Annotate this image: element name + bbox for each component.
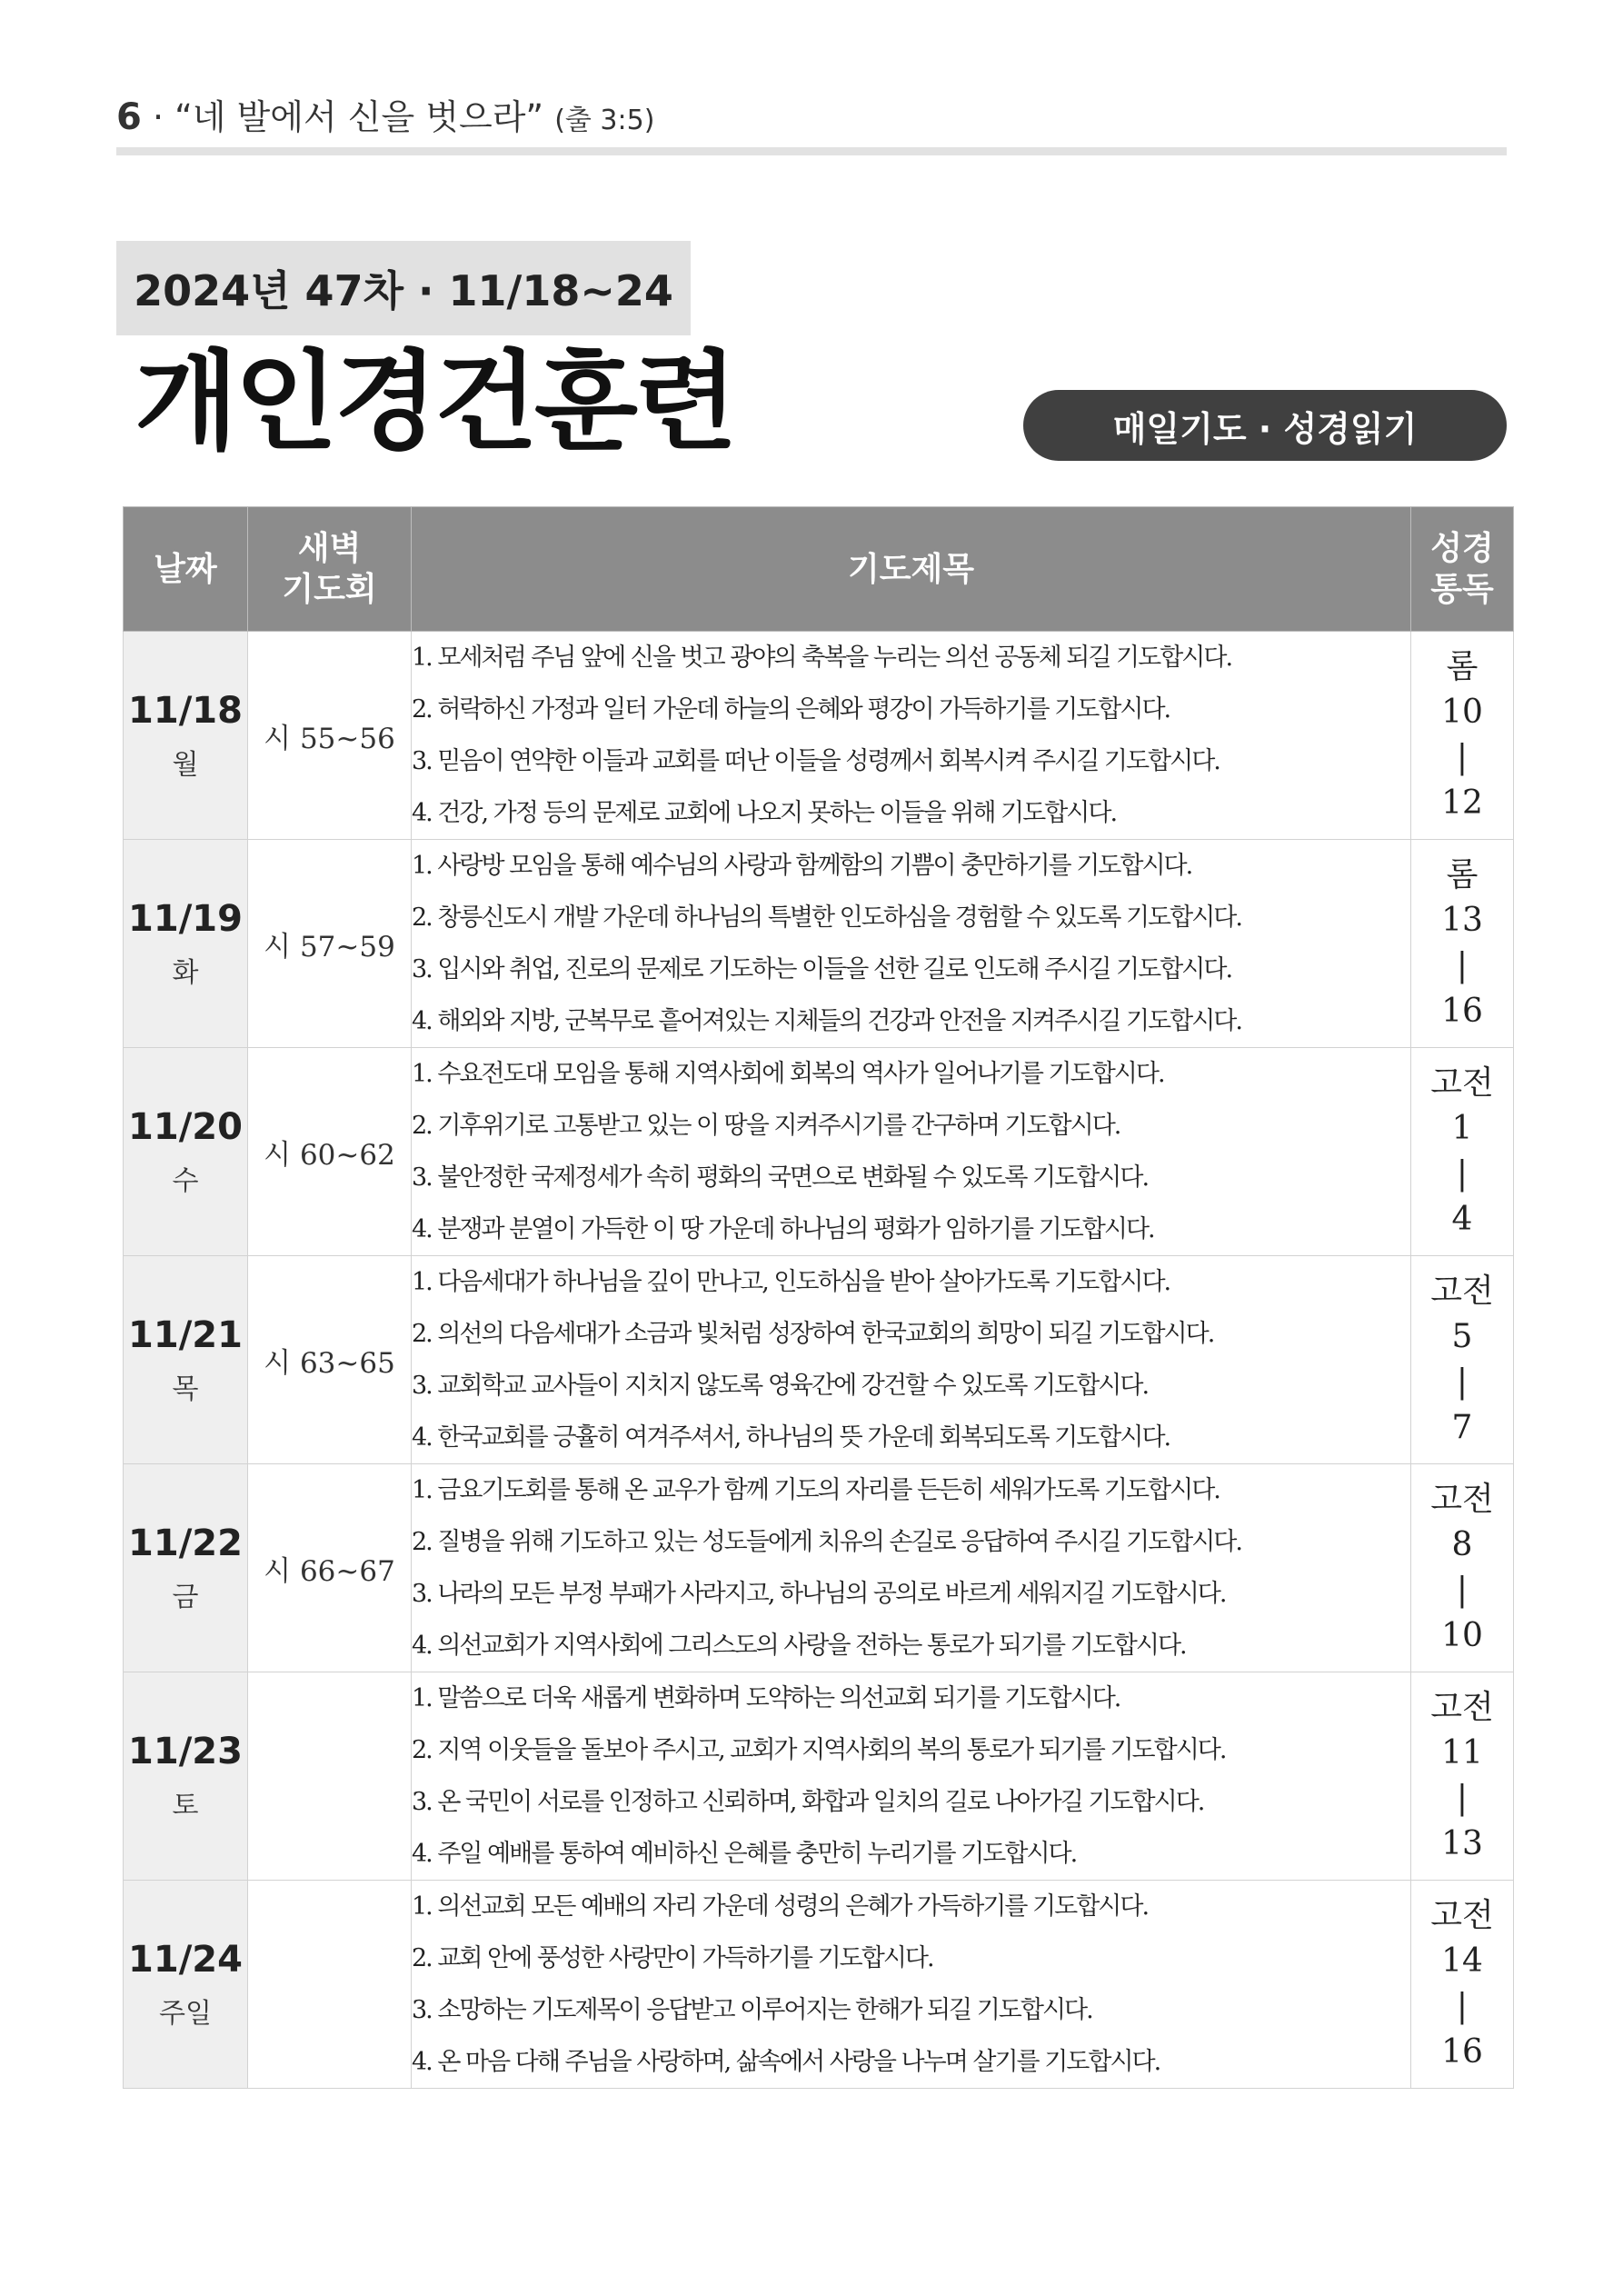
bible-range-separator: | xyxy=(1456,739,1469,776)
date-cell xyxy=(124,632,248,840)
bible-range-separator: | xyxy=(1456,1155,1469,1193)
dawn-prayer-cell xyxy=(248,1672,412,1881)
dawn-prayer-cell xyxy=(248,1256,412,1464)
page-number: 6 xyxy=(116,96,142,138)
weekday-value: 월 xyxy=(172,749,199,781)
prayer-topic: 2. 지역 이웃들을 돌보아 주시고, 교회가 지역사회의 복의 통로가 되기를 기도합시다. xyxy=(412,1736,1226,1764)
bible-book: 롬 xyxy=(1446,648,1479,685)
bible-chapter-to: 12 xyxy=(1441,784,1483,822)
bible-range-separator: | xyxy=(1456,947,1469,984)
bible-range-separator: | xyxy=(1456,1363,1469,1401)
weekday-value: 주일 xyxy=(159,1998,212,2030)
weekday-value: 목 xyxy=(172,1373,199,1405)
header-prayer-topics: 기도제목 xyxy=(412,507,1411,632)
prayer-topic: 3. 불안정한 국제정세가 속히 평화의 국면으로 변화될 수 있도록 기도합시다. xyxy=(412,1163,1149,1192)
dawn-prayer-cell xyxy=(248,840,412,1048)
prayer-topic: 4. 분쟁과 분열이 가득한 이 땅 가운데 하나님의 평화가 임하기를 기도합시다. xyxy=(412,1215,1154,1243)
prayer-topic: 1. 사랑방 모임을 통해 예수님의 사랑과 함께함의 기쁨이 충만하기를 기도합시다. xyxy=(412,852,1192,880)
bible-reading-cell xyxy=(1411,1048,1514,1256)
table-row xyxy=(124,632,1514,840)
prayer-topic: 4. 의선교회가 지역사회에 그리스도의 사랑을 전하는 통로가 되기를 기도합시다. xyxy=(412,1632,1186,1660)
dawn-prayer-cell xyxy=(248,1464,412,1672)
table-row xyxy=(124,1672,1514,1881)
bible-reading-cell xyxy=(1411,1256,1514,1464)
bible-chapter-from: 8 xyxy=(1451,1526,1473,1563)
table-row xyxy=(124,1048,1514,1256)
date-cell xyxy=(124,1048,248,1256)
dawn-prayer-cell xyxy=(248,1881,412,2089)
bible-chapter-from: 11 xyxy=(1441,1734,1483,1772)
prayer-topics-cell xyxy=(412,1672,1411,1881)
date-value: 11/24 xyxy=(128,1939,243,1981)
header-reference: (출 3:5) xyxy=(554,105,655,136)
header-bible-line1: 성경 xyxy=(1430,530,1494,567)
table-row xyxy=(124,1881,1514,2089)
date-cell xyxy=(124,1256,248,1464)
header-separator: · xyxy=(152,97,164,137)
prayer-topics-cell xyxy=(412,840,1411,1048)
prayer-topic: 2. 허락하신 가정과 일터 가운데 하늘의 은혜와 평강이 가득하기를 기도합시다. xyxy=(412,695,1170,724)
prayer-topic: 2. 창릉신도시 개발 가운데 하나님의 특별한 인도하심을 경험할 수 있도록 기도합시다. xyxy=(412,903,1241,932)
prayer-topic: 3. 입시와 취업, 진로의 문제로 기도하는 이들을 선한 길로 인도해 주시길 기도합시다. xyxy=(412,955,1232,983)
date-value: 11/21 xyxy=(128,1314,243,1356)
bible-book: 고전 xyxy=(1430,1481,1494,1518)
bible-reading-cell xyxy=(1411,840,1514,1048)
table-row xyxy=(124,1256,1514,1464)
bible-chapter-from: 1 xyxy=(1451,1110,1473,1147)
bible-chapter-from: 5 xyxy=(1451,1318,1473,1355)
dawn-psalm-range: 시 55~56 xyxy=(264,722,395,755)
header-date: 날짜 xyxy=(124,507,248,632)
bible-range-separator: | xyxy=(1456,1572,1469,1609)
header-quote: “네 발에서 신을 벗으라” xyxy=(174,97,544,137)
weekday-value: 금 xyxy=(172,1582,199,1613)
bible-chapter-to: 10 xyxy=(1441,1617,1483,1654)
prayer-topic: 4. 한국교회를 긍휼히 여겨주셔서, 하나님의 뜻 가운데 회복되도록 기도합시다. xyxy=(412,1423,1170,1452)
prayer-topic: 4. 온 마음 다해 주님을 사랑하며, 삶속에서 사랑을 나누며 살기를 기도합시다. xyxy=(412,2048,1160,2076)
page-header xyxy=(116,89,654,139)
prayer-topic: 4. 해외와 지방, 군복무로 흩어져있는 지체들의 건강과 안전을 지켜주시길 기도합시다. xyxy=(412,1007,1241,1035)
bible-reading-cell xyxy=(1411,1672,1514,1881)
prayer-topic: 3. 믿음이 연약한 이들과 교회를 떠난 이들을 성령께서 회복시켜 주시길 기도합시다. xyxy=(412,747,1220,775)
weekday-value: 토 xyxy=(172,1790,199,1822)
bible-chapter-from: 14 xyxy=(1441,1942,1483,1980)
prayer-topics-cell xyxy=(412,1881,1411,2089)
table-row xyxy=(124,840,1514,1048)
dawn-prayer-cell xyxy=(248,1048,412,1256)
prayer-topic: 4. 주일 예배를 통하여 예비하신 은혜를 충만히 누리기를 기도합시다. xyxy=(412,1840,1077,1868)
prayer-topic: 1. 다음세대가 하나님을 깊이 만나고, 인도하심을 받아 살아가도록 기도합시다. xyxy=(412,1268,1170,1296)
prayer-topic: 3. 소망하는 기도제목이 응답받고 이루어지는 한해가 되길 기도합시다. xyxy=(412,1996,1092,2024)
prayer-topic: 2. 기후위기로 고통받고 있는 이 땅을 지켜주시기를 간구하며 기도합시다. xyxy=(412,1112,1120,1140)
bible-reading-cell xyxy=(1411,1464,1514,1672)
bible-chapter-to: 4 xyxy=(1451,1201,1473,1238)
date-cell xyxy=(124,1464,248,1672)
date-value: 11/23 xyxy=(128,1731,243,1772)
dawn-psalm-range: 시 66~67 xyxy=(264,1554,395,1588)
bible-book: 롬 xyxy=(1446,856,1479,893)
bible-book: 고전 xyxy=(1430,1273,1494,1310)
table-header-row xyxy=(124,507,1514,632)
bible-chapter-to: 16 xyxy=(1441,2033,1483,2071)
bible-book: 고전 xyxy=(1430,1064,1494,1102)
prayer-topic: 3. 교회학교 교사들이 지치지 않도록 영육간에 강건할 수 있도록 기도합시다. xyxy=(412,1372,1149,1400)
prayer-topic: 1. 수요전도대 모임을 통해 지역사회에 회복의 역사가 일어나기를 기도합시다. xyxy=(412,1060,1164,1088)
prayer-topics-cell xyxy=(412,632,1411,840)
prayer-topic: 3. 나라의 모든 부정 부패가 사라지고, 하나님의 공의로 바르게 세워지길 기도합시다. xyxy=(412,1580,1226,1608)
bible-chapter-to: 13 xyxy=(1441,1825,1483,1862)
bible-chapter-from: 10 xyxy=(1441,694,1483,731)
date-value: 11/22 xyxy=(128,1522,243,1564)
header-dawn-prayer xyxy=(248,507,412,632)
bible-chapter-to: 7 xyxy=(1451,1409,1473,1446)
dawn-psalm-range: 시 60~62 xyxy=(264,1138,395,1172)
bible-book: 고전 xyxy=(1430,1689,1494,1726)
bible-reading-cell xyxy=(1411,1881,1514,2089)
date-cell xyxy=(124,1881,248,2089)
dawn-psalm-range: 시 57~59 xyxy=(264,930,395,963)
category-badge: 매일기도 · 성경읽기 xyxy=(1023,390,1507,461)
edition-label: 2024년 47차 · 11/18~24 xyxy=(116,241,691,335)
bible-chapter-from: 13 xyxy=(1441,902,1483,939)
bible-book: 고전 xyxy=(1430,1897,1494,1934)
prayer-topic: 4. 건강, 가정 등의 문제로 교회에 나오지 못하는 이들을 위해 기도합시다. xyxy=(412,799,1117,827)
prayer-topic: 1. 의선교회 모든 예배의 자리 가운데 성령의 은혜가 가득하기를 기도합시다. xyxy=(412,1892,1149,1921)
header-bible-reading xyxy=(1411,507,1514,632)
header-bible-line2: 통독 xyxy=(1430,571,1494,608)
prayer-topic: 2. 의선의 다음세대가 소금과 빛처럼 성장하여 한국교회의 희망이 되길 기도합시다. xyxy=(412,1320,1214,1348)
header-dawn-line2: 기도회 xyxy=(282,571,377,608)
prayer-topics-cell xyxy=(412,1256,1411,1464)
bible-chapter-to: 16 xyxy=(1441,993,1483,1030)
header-divider xyxy=(116,147,1507,155)
prayer-schedule-table xyxy=(123,506,1514,2089)
prayer-topic: 1. 말씀으로 더욱 새롭게 변화하며 도약하는 의선교회 되기를 기도합시다. xyxy=(412,1684,1120,1712)
bible-range-separator: | xyxy=(1456,1780,1469,1817)
weekday-value: 화 xyxy=(172,957,199,989)
prayer-topic: 1. 모세처럼 주님 앞에 신을 벗고 광야의 축복을 누리는 의선 공동체 되길 기도합시다. xyxy=(412,644,1232,672)
prayer-topic: 2. 질병을 위해 기도하고 있는 성도들에게 치유의 손길로 응답하여 주시길 기도합시다. xyxy=(412,1528,1241,1556)
prayer-topic: 2. 교회 안에 풍성한 사랑만이 가득하기를 기도합시다. xyxy=(412,1944,933,1972)
prayer-topic: 3. 온 국민이 서로를 인정하고 신뢰하며, 화합과 일치의 길로 나아가길 기도합시다. xyxy=(412,1788,1204,1816)
dawn-psalm-range: 시 63~65 xyxy=(264,1346,395,1380)
prayer-topic: 1. 금요기도회를 통해 온 교우가 함께 기도의 자리를 든든히 세워가도록 기도합시다. xyxy=(412,1476,1220,1504)
weekday-value: 수 xyxy=(172,1165,199,1197)
date-value: 11/19 xyxy=(128,898,243,940)
prayer-topics-cell xyxy=(412,1048,1411,1256)
table-row xyxy=(124,1464,1514,1672)
dawn-prayer-cell xyxy=(248,632,412,840)
header-dawn-line1: 새벽 xyxy=(297,530,362,567)
page-title: 개인경건훈련 xyxy=(134,339,734,464)
date-cell xyxy=(124,1672,248,1881)
prayer-topics-cell xyxy=(412,1464,1411,1672)
date-value: 11/18 xyxy=(128,690,243,732)
bible-range-separator: | xyxy=(1456,1988,1469,2025)
bible-reading-cell xyxy=(1411,632,1514,840)
date-cell xyxy=(124,840,248,1048)
date-value: 11/20 xyxy=(128,1106,243,1148)
